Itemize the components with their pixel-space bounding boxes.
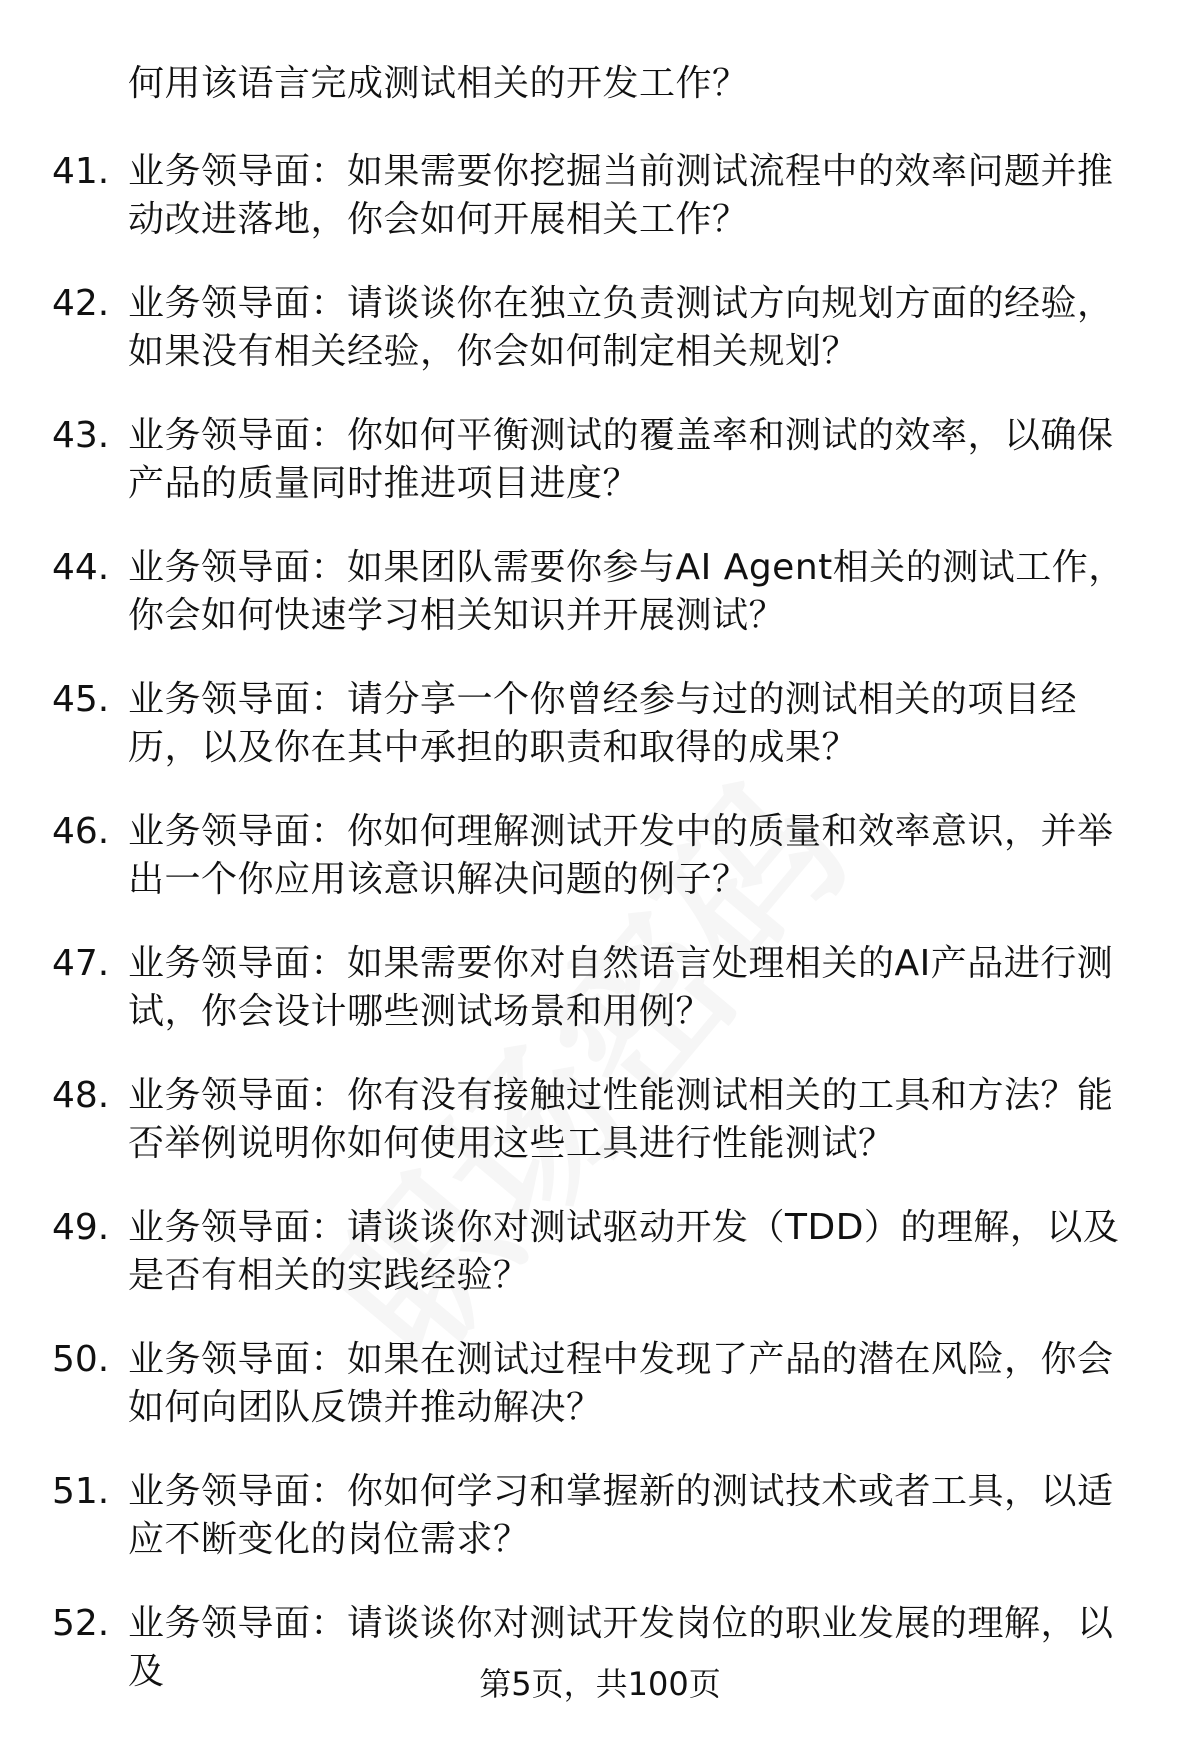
question-text: 业务领导面：你如何学习和掌握新的测试技术或者工具，以适应不断变化的岗位需求？	[128, 1471, 1114, 1560]
question-item	[0, 1072, 1200, 1204]
question-item	[0, 808, 1200, 940]
question-number: 47.	[52, 943, 110, 984]
question-list	[0, 148, 1200, 1732]
question-number: 52.	[52, 1603, 110, 1644]
question-item	[0, 412, 1200, 544]
question-item	[0, 1204, 1200, 1336]
page-footer: 第5页，共100页	[479, 1665, 721, 1703]
question-number: 43.	[52, 415, 110, 456]
question-text: 业务领导面：如果团队需要你参与AI Agent相关的测试工作，你会如何快速学习相关知识并开展测试？	[128, 547, 1125, 636]
question-item	[0, 676, 1200, 808]
question-text: 业务领导面：如果需要你挖掘当前测试流程中的效率问题并推动改进落地，你会如何开展相关工作？	[128, 151, 1114, 240]
question-item	[0, 1468, 1200, 1600]
question-text: 业务领导面：你有没有接触过性能测试相关的工具和方法？能否举例说明你如何使用这些工具进行性能测试？	[128, 1075, 1114, 1164]
question-item	[0, 280, 1200, 412]
question-number: 48.	[52, 1075, 110, 1116]
question-item	[0, 940, 1200, 1072]
question-item	[0, 1336, 1200, 1468]
question-number: 45.	[52, 679, 110, 720]
question-text: 业务领导面：请分享一个你曾经参与过的测试相关的项目经历，以及你在其中承担的职责和取得的成果？	[128, 679, 1078, 768]
question-text: 业务领导面：你如何平衡测试的覆盖率和测试的效率，以确保产品的质量同时推进项目进度？	[128, 415, 1114, 504]
question-number: 41.	[52, 151, 110, 192]
question-number: 49.	[52, 1207, 110, 1248]
question-text: 业务领导面：你如何理解测试开发中的质量和效率意识，并举出一个你应用该意识解决问题的例子？	[128, 811, 1114, 900]
question-number: 44.	[52, 547, 110, 588]
question-item	[0, 148, 1200, 280]
question-number: 51.	[52, 1471, 110, 1512]
question-text: 业务领导面：如果需要你对自然语言处理相关的AI产品进行测试，你会设计哪些测试场景和用例？	[128, 943, 1114, 1032]
question-text: 业务领导面：请谈谈你对测试驱动开发（TDD）的理解，以及是否有相关的实践经验？	[128, 1207, 1120, 1296]
question-item	[0, 544, 1200, 676]
question-number: 50.	[52, 1339, 110, 1380]
question-text: 业务领导面：请谈谈你在独立负责测试方向规划方面的经验，如果没有相关经验，你会如何制定相关规划？	[128, 283, 1114, 372]
question-number: 46.	[52, 811, 110, 852]
question-number: 42.	[52, 283, 110, 324]
question-text: 业务领导面：请谈谈你对测试开发岗位的职业发展的理解，以及	[128, 1603, 1114, 1692]
continuation-text: 何用该语言完成测试相关的开发工作？	[128, 63, 749, 104]
question-text: 业务领导面：如果在测试过程中发现了产品的潜在风险，你会如何向团队反馈并推动解决？	[128, 1339, 1114, 1428]
